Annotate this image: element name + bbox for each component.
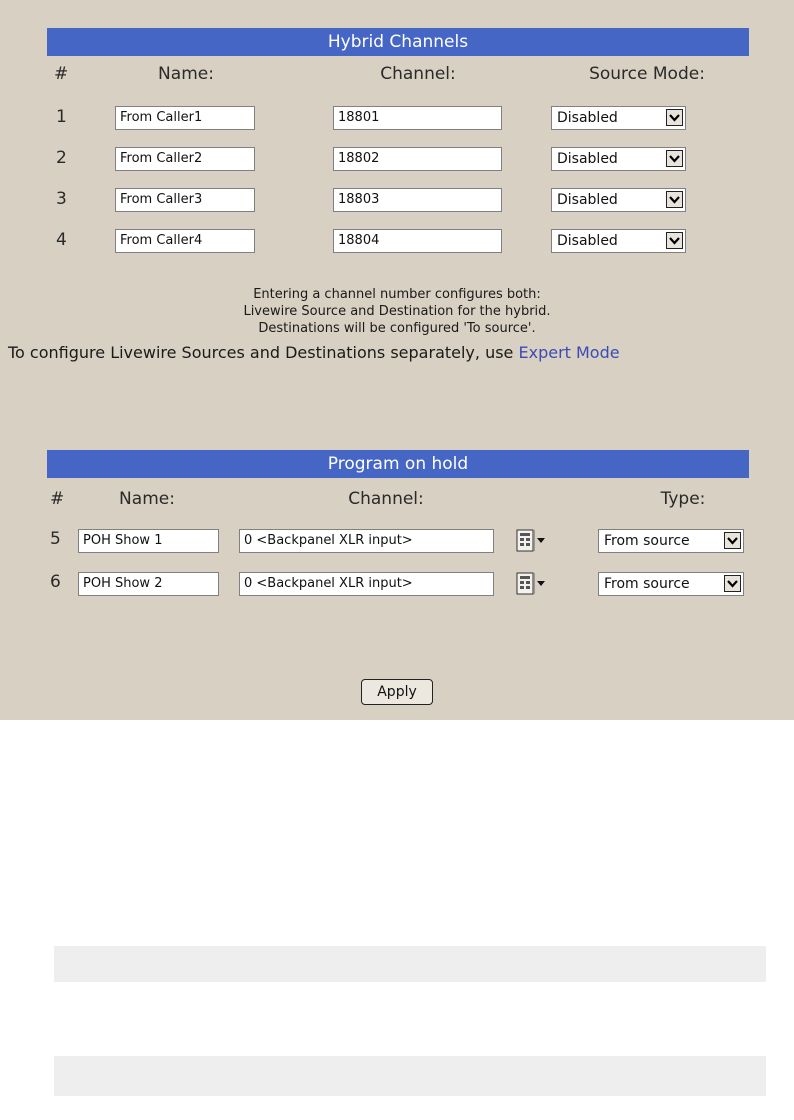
poh-col-type: Type: [660, 489, 706, 509]
poh-row-num: 5 [50, 529, 61, 549]
poh-type-value: From source [604, 576, 690, 592]
hybrid-name-input[interactable]: From Caller1 [115, 106, 255, 130]
source-mode-select[interactable] [551, 106, 686, 130]
source-mode-select[interactable] [551, 188, 686, 212]
hybrid-channel-input[interactable]: 18803 [333, 188, 502, 212]
hybrid-channel-input[interactable]: 18802 [333, 147, 502, 171]
program-on-hold-header: Program on hold [47, 450, 749, 478]
chevron-down-icon[interactable] [666, 109, 683, 126]
hybrid-name-input[interactable]: From Caller4 [115, 229, 255, 253]
hybrid-col-num: # [54, 64, 69, 84]
poh-channel-input[interactable]: 0 <Backpanel XLR input> [239, 529, 494, 553]
hybrid-row-num: 1 [56, 107, 67, 127]
poh-name-input[interactable]: POH Show 2 [78, 572, 219, 596]
expert-mode-text: To configure Livewire Sources and Destinations separately, use [8, 343, 519, 362]
chevron-down-icon[interactable] [666, 232, 683, 249]
config-note-line: Entering a channel number configures both: [253, 287, 541, 302]
chevron-down-icon[interactable] [724, 575, 741, 592]
source-mode-value: Disabled [557, 192, 618, 208]
poh-row-num: 6 [50, 572, 61, 592]
hybrid-col-name: Name: [158, 64, 214, 84]
channel-picker-icon[interactable] [515, 570, 555, 598]
source-mode-value: Disabled [557, 151, 618, 167]
config-note-line: Livewire Source and Destination for the hybrid. [243, 304, 551, 319]
poh-col-name: Name: [119, 489, 175, 509]
hybrid-channel-input[interactable]: 18804 [333, 229, 502, 253]
config-note-line: Destinations will be configured 'To source'. [258, 321, 536, 336]
channel-picker-icon[interactable] [515, 527, 555, 555]
source-mode-value: Disabled [557, 110, 618, 126]
source-mode-select[interactable] [551, 229, 686, 253]
poh-col-num: # [50, 489, 65, 509]
hybrid-name-input[interactable]: From Caller3 [115, 188, 255, 212]
poh-type-value: From source [604, 533, 690, 549]
hybrid-channel-input[interactable]: 18801 [333, 106, 502, 130]
hybrid-col-channel: Channel: [380, 64, 456, 84]
empty-bar [54, 1056, 766, 1096]
poh-type-select[interactable] [598, 572, 744, 596]
empty-bar [54, 946, 766, 982]
chevron-down-icon[interactable] [666, 150, 683, 167]
source-mode-value: Disabled [557, 233, 618, 249]
poh-name-input[interactable]: POH Show 1 [78, 529, 219, 553]
poh-channel-input[interactable]: 0 <Backpanel XLR input> [239, 572, 494, 596]
hybrid-row-num: 2 [56, 148, 67, 168]
apply-button[interactable]: Apply [361, 679, 433, 705]
chevron-down-icon[interactable] [666, 191, 683, 208]
hybrid-row-num: 4 [56, 230, 67, 250]
source-mode-select[interactable] [551, 147, 686, 171]
expert-mode-hint [8, 343, 620, 362]
hybrid-col-source-mode: Source Mode: [589, 64, 705, 84]
poh-type-select[interactable] [598, 529, 744, 553]
hybrid-name-input[interactable]: From Caller2 [115, 147, 255, 171]
hybrid-row-num: 3 [56, 189, 67, 209]
poh-col-channel: Channel: [348, 489, 424, 509]
expert-mode-link[interactable]: Expert Mode [518, 343, 620, 362]
hybrid-channels-header: Hybrid Channels [47, 28, 749, 56]
chevron-down-icon[interactable] [724, 532, 741, 549]
